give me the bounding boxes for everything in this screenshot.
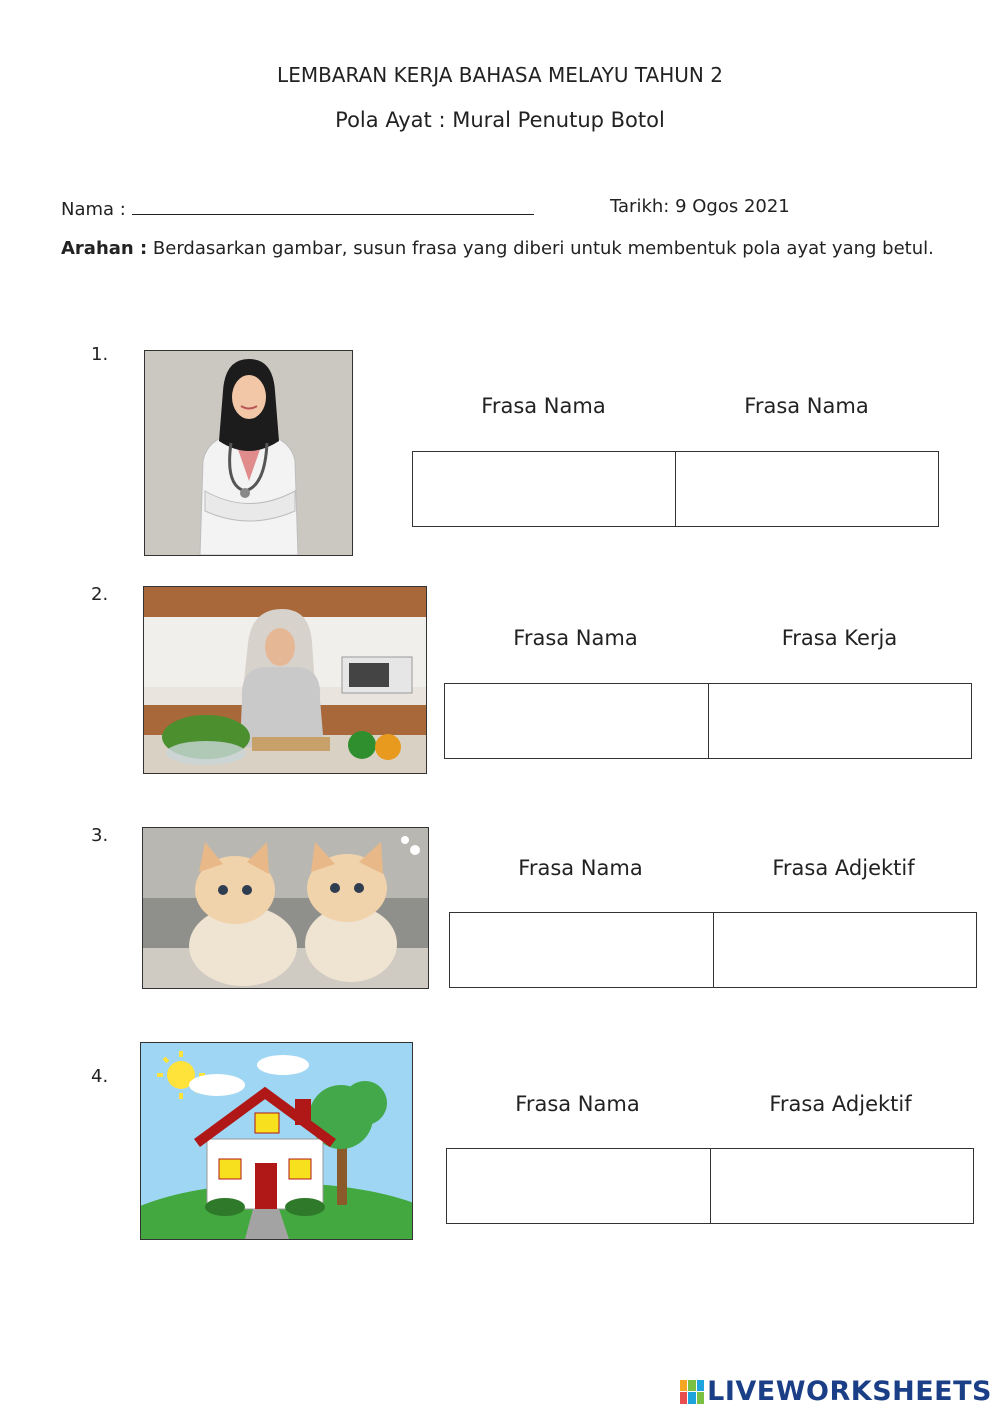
q4-col1-label: Frasa Nama	[515, 1092, 640, 1116]
name-field	[61, 196, 534, 220]
house-picture	[140, 1042, 413, 1240]
instruction-text: Berdasarkan gambar, susun frasa yang diberi untuk membentuk pola ayat yang betul.	[147, 238, 934, 259]
q1-answer-box	[412, 451, 939, 527]
instruction	[61, 235, 951, 262]
kittens-picture	[142, 827, 429, 989]
q3-answer-cell-1[interactable]	[450, 913, 713, 987]
q1-answer-cell-1[interactable]	[413, 452, 675, 526]
house-illustration-icon	[141, 1043, 412, 1239]
date-label: Tarikh: 9 Ogos 2021	[610, 196, 790, 217]
kitchen-photo-icon	[144, 587, 426, 773]
worksheet-subtitle: Pola Ayat : Mural Penutup Botol	[335, 108, 665, 132]
q3-answer-cell-2[interactable]	[713, 913, 977, 987]
brand-text: LIVEWORKSHEETS	[707, 1376, 992, 1407]
instruction-label: Arahan :	[61, 238, 148, 259]
liveworksheets-logo	[680, 1376, 992, 1407]
kitchen-picture	[143, 586, 427, 774]
question-number-2: 2.	[91, 584, 109, 605]
q4-answer-cell-2[interactable]	[710, 1149, 974, 1223]
q4-answer-cell-1[interactable]	[447, 1149, 710, 1223]
q3-col2-label: Frasa Adjektif	[772, 856, 915, 880]
q2-answer-box	[444, 683, 972, 759]
name-label: Nama :	[61, 199, 126, 220]
q1-col1-label: Frasa Nama	[481, 394, 606, 418]
name-blank-line	[132, 196, 534, 215]
q4-answer-box	[446, 1148, 974, 1224]
q1-answer-cell-2[interactable]	[675, 452, 938, 526]
q4-col2-label: Frasa Adjektif	[769, 1092, 912, 1116]
q1-col2-label: Frasa Nama	[744, 394, 869, 418]
q3-col1-label: Frasa Nama	[518, 856, 643, 880]
doctor-illustration-icon	[145, 351, 352, 555]
worksheet-title: LEMBARAN KERJA BAHASA MELAYU TAHUN 2	[277, 63, 723, 87]
q3-answer-box	[449, 912, 977, 988]
question-number-3: 3.	[91, 825, 109, 846]
question-number-1: 1.	[91, 344, 109, 365]
kittens-photo-icon	[143, 828, 428, 988]
q2-answer-cell-1[interactable]	[445, 684, 708, 758]
question-number-4: 4.	[91, 1066, 109, 1087]
q2-col1-label: Frasa Nama	[513, 626, 638, 650]
q2-col2-label: Frasa Kerja	[781, 626, 898, 650]
liveworksheets-logo-icon	[680, 1380, 704, 1404]
doctor-picture	[144, 350, 353, 556]
q2-answer-cell-2[interactable]	[708, 684, 972, 758]
